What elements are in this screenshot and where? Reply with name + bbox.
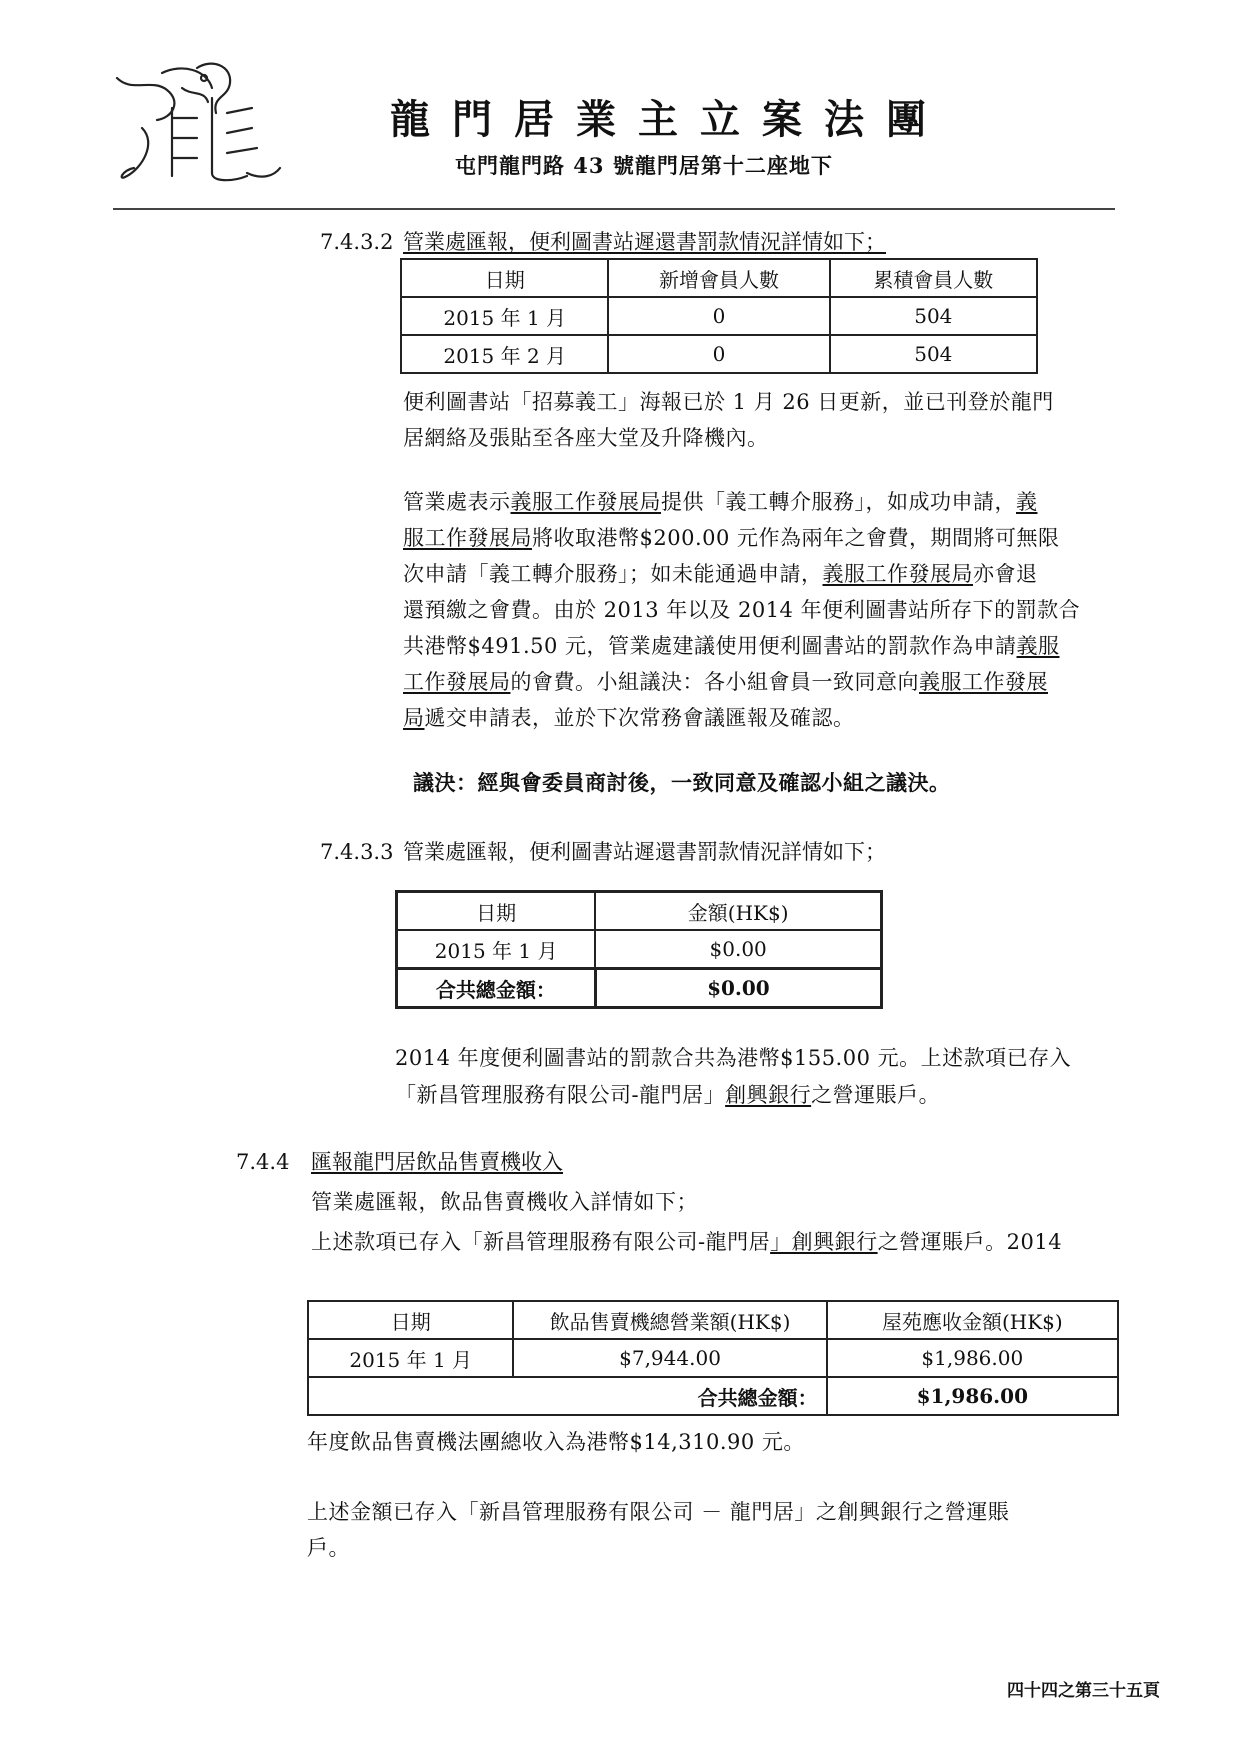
table-header-row (397, 892, 882, 931)
paragraph-line: 管業處匯報，飲品售賣機收入詳情如下； (311, 1190, 698, 1214)
paragraph-line: 還預繳之會費。由於 2013 年以及 2014 年便利圖書站所存下的罰款合 (403, 598, 1081, 622)
section-7-4-3-2-number: 7.4.3.2 (320, 230, 394, 254)
fines-table (395, 890, 883, 1009)
total-label: 合共總金額： (397, 969, 596, 1008)
paragraph-line: 次申請「義工轉介服務」；如未能通過申請，義服工作發展局亦會退 (403, 562, 1038, 586)
org-name: 龍門居業主立案法團 (390, 96, 948, 143)
paragraph-line: 共港幣$491.50 元，管業處建議使用便利圖書站的罰款作為申請義服 (403, 634, 1060, 658)
table-total-row (308, 1377, 1118, 1415)
table-header-cell: 金額(HK$) (595, 892, 881, 931)
paragraph-line: 年度飲品售賣機法團總收入為港幣$14,310.90 元。 (307, 1430, 805, 1454)
paragraph-line: 2014 年度便利圖書站的罰款合共為港幣$155.00 元。上述款項已存入 (395, 1046, 1072, 1070)
total-value: $0.00 (595, 969, 881, 1008)
section-7-4-3-3-number: 7.4.3.3 (320, 840, 394, 864)
table-row (308, 1339, 1118, 1377)
paragraph-line: 戶。 (307, 1536, 350, 1560)
resolution-text: 議決：經與會委員商討後，一致同意及確認小組之議決。 (413, 770, 951, 795)
dragon-logo (112, 58, 282, 188)
table-cell: $0.00 (595, 930, 881, 969)
total-label: 合共總金額： (308, 1377, 827, 1415)
table-row (401, 297, 1037, 335)
table-cell: 0 (608, 335, 829, 373)
table-cell: 2015 年 1 月 (397, 930, 596, 969)
table-cell: $1,986.00 (827, 1339, 1118, 1377)
table-total-row (397, 969, 882, 1008)
section-7-4-3-2-intro: 管業處匯報，便利圖書站遲還書罰款情況詳情如下； (403, 230, 886, 254)
table-header-cell: 屋苑應收金額(HK$) (827, 1301, 1118, 1339)
table-row (397, 930, 882, 969)
table-cell: 504 (830, 297, 1037, 335)
paragraph-line: 「新昌管理服務有限公司-龍門居」創興銀行之營運賬戶。 (395, 1083, 941, 1107)
table-row (401, 335, 1037, 373)
table-cell: 2015 年 2 月 (401, 335, 608, 373)
paragraph-line: 服工作發展局將收取港幣$200.00 元作為兩年之會費，期間將可無限 (403, 526, 1060, 550)
table-cell: 504 (830, 335, 1037, 373)
table-cell: 2015 年 1 月 (401, 297, 608, 335)
paragraph-line: 便利圖書站「招募義工」海報已於 1 月 26 日更新，並已刊登於龍門 (403, 390, 1054, 414)
paragraph-line: 居網絡及張貼至各座大堂及升降機內。 (403, 426, 769, 450)
table-cell: $7,944.00 (513, 1339, 826, 1377)
table-header-cell: 日期 (308, 1301, 513, 1339)
section-7-4-4-title: 匯報龍門居飲品售賣機收入 (311, 1150, 563, 1174)
table-cell: 2015 年 1 月 (308, 1339, 513, 1377)
paragraph-line: 上述款項已存入「新昌管理服務有限公司-龍門居」創興銀行之營運賬戶。2014 (311, 1230, 1063, 1254)
paragraph-line: 上述金額已存入「新昌管理服務有限公司 － 龍門居」之創興銀行之營運賬 (307, 1500, 1010, 1524)
vending-table (307, 1300, 1119, 1416)
table-header-cell: 日期 (401, 259, 608, 297)
section-7-4-4-number: 7.4.4 (236, 1150, 290, 1174)
paragraph-line: 工作發展局的會費。小組議決：各小組會員一致同意向義服工作發展 (403, 670, 1048, 694)
table-cell: 0 (608, 297, 829, 335)
table-header-row (308, 1301, 1118, 1339)
section-7-4-3-3-intro: 管業處匯報，便利圖書站遲還書罰款情況詳情如下； (403, 840, 886, 864)
table-header-cell: 日期 (397, 892, 596, 931)
header-divider (113, 208, 1115, 210)
membership-table (400, 258, 1038, 374)
paragraph-line: 管業處表示義服工作發展局提供「義工轉介服務」，如成功申請，義 (403, 490, 1038, 514)
table-header-cell: 飲品售賣機總營業額(HK$) (513, 1301, 826, 1339)
page-number: 四十四之第三十五頁 (1007, 1681, 1160, 1701)
table-header-row (401, 259, 1037, 297)
org-address: 屯門龍門路 43 號龍門居第十二座地下 (455, 153, 833, 178)
table-header-cell: 新增會員人數 (608, 259, 829, 297)
table-header-cell: 累積會員人數 (830, 259, 1037, 297)
paragraph-line: 局遞交申請表，並於下次常務會議匯報及確認。 (403, 706, 855, 730)
total-value: $1,986.00 (827, 1377, 1118, 1415)
